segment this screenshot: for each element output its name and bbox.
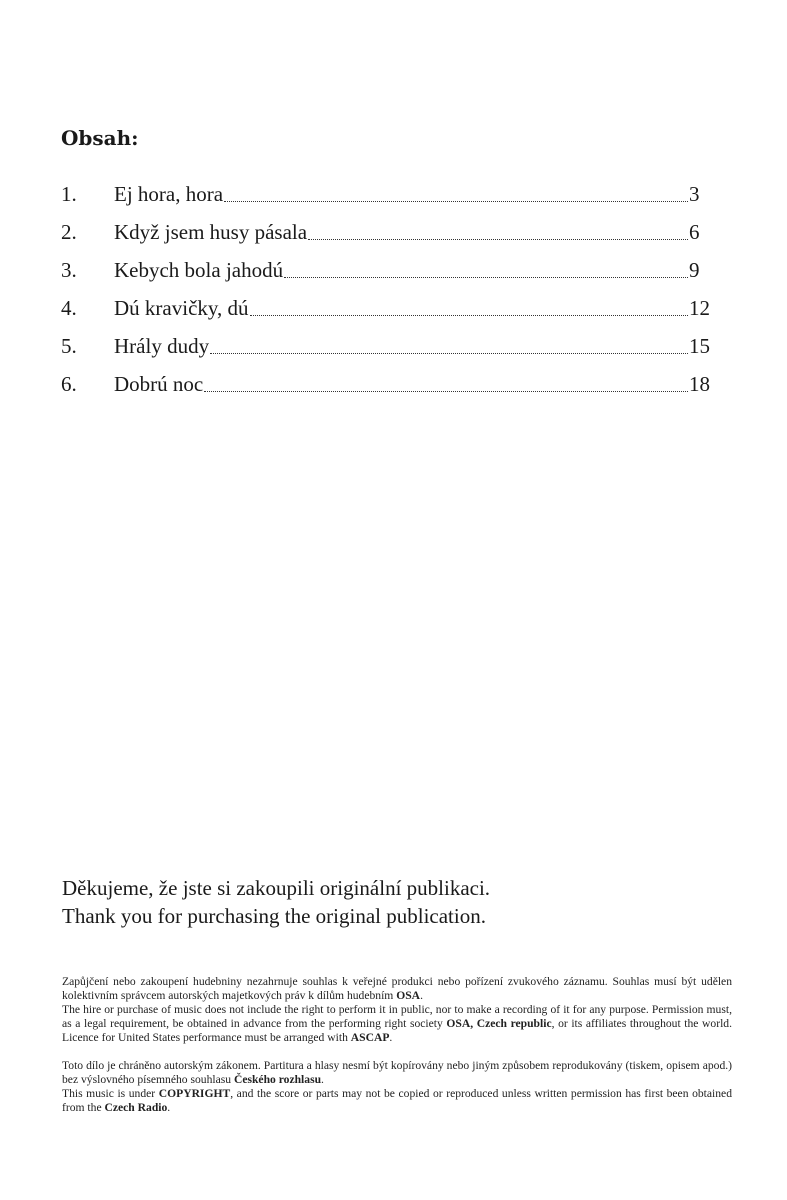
osa-label: OSA bbox=[396, 989, 421, 1002]
osa-czech-republic-label: OSA, Czech republic bbox=[446, 1017, 552, 1030]
dotted-leader bbox=[250, 314, 688, 316]
toc-heading: Obsah: bbox=[61, 126, 139, 150]
dotted-leader bbox=[210, 352, 688, 354]
toc-item bbox=[61, 320, 711, 358]
toc-item-number: 5. bbox=[61, 334, 77, 358]
toc-item-title: Dú kravičky, dú bbox=[114, 296, 249, 320]
copyright-text-cz: Toto dílo je chráněno autorským zákonem. Partitura a hlasy nesmí být kopírovány nebo jiným způsobem reprodukovány (tiskem, opisem apod.) bez výslovného písemného souhlasu bbox=[62, 1059, 732, 1086]
dotted-leader bbox=[308, 238, 688, 240]
copyright-text-cz-end: . bbox=[321, 1073, 324, 1086]
toc-item-page: 15 bbox=[689, 334, 710, 358]
dotted-leader bbox=[284, 276, 688, 278]
toc-item-page: 6 bbox=[689, 220, 700, 244]
copyright-text-en: This music is under bbox=[62, 1087, 159, 1100]
toc-item bbox=[61, 206, 711, 244]
legal-notice bbox=[62, 975, 732, 1115]
thank-you-note bbox=[62, 874, 490, 930]
copyright-text-en-end: . bbox=[167, 1101, 171, 1114]
copyright-label: COPYRIGHT bbox=[158, 1087, 231, 1100]
toc-item-title: Kebych bola jahodú bbox=[114, 258, 284, 282]
table-of-contents bbox=[61, 168, 711, 396]
toc-item-number: 3. bbox=[61, 258, 77, 282]
toc-item bbox=[61, 358, 711, 396]
rights-text-en: The hire or purchase of music does not include the right to perform it in public, nor to make a recording of it for any purpose. Permission must, as a legal requirement, be obtained in advance from the performing right society bbox=[62, 1003, 732, 1030]
toc-item-number: 2. bbox=[61, 220, 77, 244]
toc-item-title: Když jsem husy pásala bbox=[114, 220, 308, 244]
toc-item-title: Hrály dudy bbox=[114, 334, 210, 358]
toc-item-page: 18 bbox=[689, 372, 710, 396]
thank-you-czech: Děkujeme, že jste si zakoupili originální publikaci. bbox=[62, 876, 491, 900]
toc-item-title: Ej hora, hora bbox=[114, 182, 224, 206]
toc-item-page: 12 bbox=[689, 296, 710, 320]
czech-radio-label: Czech Radio bbox=[104, 1101, 168, 1114]
dotted-leader bbox=[224, 200, 688, 202]
toc-item-number: 6. bbox=[61, 372, 77, 396]
rights-text-en-mid: , or its affiliates throughout the world. Licence for United States performance must be arranged with bbox=[62, 1017, 732, 1044]
copyright-text-en-mid: , and the score or parts may not be copied or reproduced unless written permission has first been obtained from the bbox=[62, 1087, 732, 1114]
toc-item-number: 4. bbox=[61, 296, 77, 320]
performance-rights-notice bbox=[62, 975, 732, 1045]
rights-text-cz-end: . bbox=[420, 989, 423, 1002]
rights-text-cz: Zapůjčení nebo zakoupení hudebniny nezahrnuje souhlas k veřejné produkci nebo pořízení zvukového záznamu. Souhlas musí být udělen kolektivním správcem autorských majetkových práv k dílům hudebním bbox=[62, 975, 732, 1002]
toc-item bbox=[61, 244, 711, 282]
cesky-rozhlas-label: Českého rozhlasu bbox=[233, 1073, 322, 1086]
toc-item bbox=[61, 168, 711, 206]
toc-item-page: 9 bbox=[689, 258, 700, 282]
ascap-label: ASCAP bbox=[350, 1031, 390, 1044]
thank-you-english: Thank you for purchasing the original publication. bbox=[62, 904, 486, 928]
toc-item-number: 1. bbox=[61, 182, 77, 206]
toc-item-page: 3 bbox=[689, 182, 700, 206]
dotted-leader bbox=[204, 390, 688, 392]
copyright-notice bbox=[62, 1059, 732, 1115]
rights-text-en-end: . bbox=[389, 1031, 393, 1044]
toc-item bbox=[61, 282, 711, 320]
toc-item-title: Dobrú noc bbox=[114, 372, 204, 396]
